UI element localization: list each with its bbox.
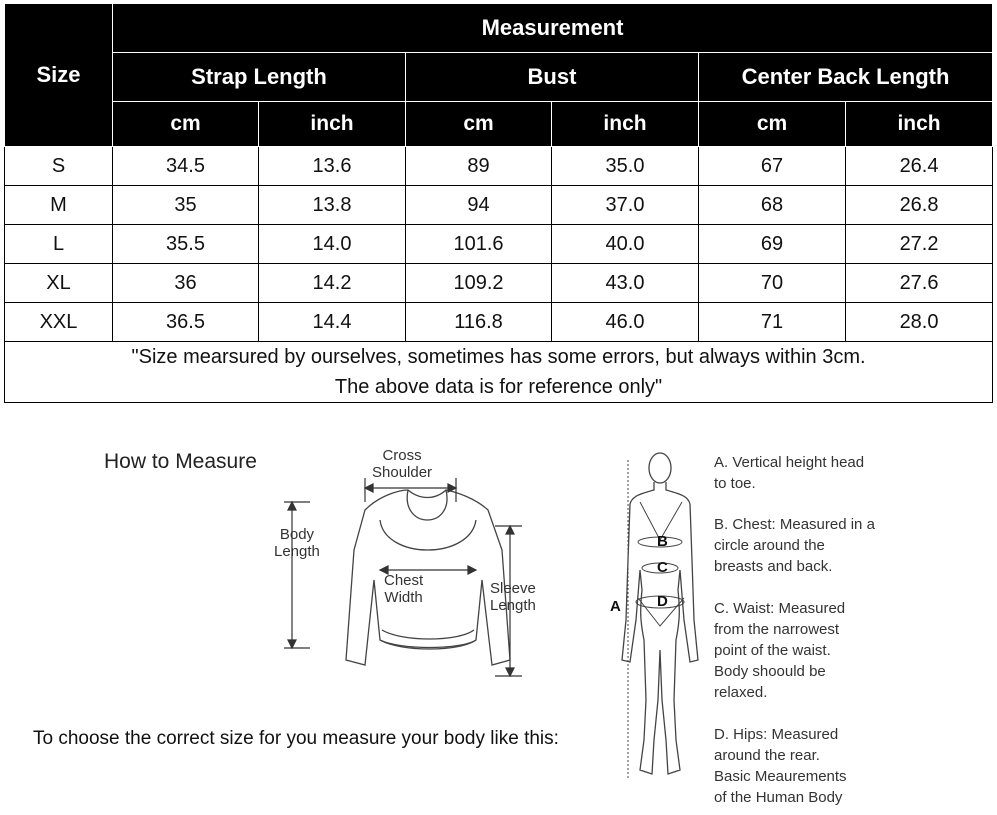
disclaimer-line-1: "Size mearsured by ourselves, sometimes has some errors, but always within 3cm. [131,346,866,368]
table-row [5,303,993,342]
value-cell: 67 [699,147,846,186]
table-row [5,186,993,225]
label-d: D [657,593,668,610]
label-line: Length [490,597,536,614]
unit-header: inch [259,102,406,147]
value-cell: 14.4 [259,303,406,342]
label-line: Shoulder [372,464,433,481]
value-cell: 34.5 [113,147,259,186]
label-line: Sleeve [490,580,536,597]
size-chart-table [4,3,993,403]
unit-header: cm [406,102,552,147]
label-a: A [610,598,621,615]
body-outline [622,453,698,774]
value-cell: 13.8 [259,186,406,225]
unit-header: cm [699,102,846,147]
label-line: Length [274,543,320,560]
measurement-header: Measurement [113,4,993,53]
unit-header: cm [113,102,259,147]
unit-header: inch [846,102,993,147]
table-row [5,225,993,264]
value-cell: 28.0 [846,303,993,342]
center-back-length-header: Center Back Length [699,53,993,102]
value-cell: 40.0 [552,225,699,264]
value-cell: 46.0 [552,303,699,342]
value-cell: 94 [406,186,552,225]
size-header: Size [5,4,113,147]
value-cell: 109.2 [406,264,552,303]
value-cell: 71 [699,303,846,342]
description-b: B. Chest: Measured in a circle around the breasts and back. [714,516,875,575]
human-body-figure [600,440,710,800]
cross-shoulder-label [372,447,432,481]
value-cell: 35 [113,186,259,225]
value-cell: 36.5 [113,303,259,342]
size-cell: XL [5,264,113,303]
value-cell: 37.0 [552,186,699,225]
bust-header: Bust [406,53,699,102]
value-cell: 36 [113,264,259,303]
table-row [5,264,993,303]
label-line: Width [384,589,423,606]
label-line: Chest [384,572,424,589]
value-cell: 14.0 [259,225,406,264]
body-length-label [274,526,320,560]
chest-width-label [384,572,423,606]
size-cell: L [5,225,113,264]
strap-length-header: Strap Length [113,53,406,102]
garment-outline [346,490,510,665]
table-row [5,147,993,186]
description-a: A. Vertical height head to toe. [714,454,865,492]
value-cell: 26.8 [846,186,993,225]
label-line: Cross [382,447,422,464]
value-cell: 116.8 [406,303,552,342]
value-cell: 68 [699,186,846,225]
value-cell: 89 [406,147,552,186]
unit-header: inch [552,102,699,147]
size-cell: XXL [5,303,113,342]
value-cell: 35.0 [552,147,699,186]
cross-shoulder-arrow [365,478,456,502]
how-to-measure-title: How to Measure [104,450,257,473]
label-line: Body [279,526,315,543]
value-cell: 69 [699,225,846,264]
measure-instruction: To choose the correct size for you measure your body like this: [33,728,559,749]
value-cell: 14.2 [259,264,406,303]
value-cell: 27.6 [846,264,993,303]
label-c: C [657,559,668,576]
description-d: D. Hips: Measured around the rear. Basic Meaurements of the Human Body [714,726,847,806]
value-cell: 70 [699,264,846,303]
value-cell: 35.5 [113,225,259,264]
label-b: B [657,533,668,550]
value-cell: 101.6 [406,225,552,264]
size-cell: M [5,186,113,225]
disclaimer-line-2: The above data is for reference only" [334,376,663,398]
size-cell: S [5,147,113,186]
body-length-arrow [284,502,310,648]
sleeve-length-label [490,580,536,614]
value-cell: 13.6 [259,147,406,186]
value-cell: 26.4 [846,147,993,186]
description-c: C. Waist: Measured from the narrowest point of the waist. Body shoould be relaxed. [714,600,846,701]
disclaimer-note [5,342,993,403]
value-cell: 43.0 [552,264,699,303]
value-cell: 27.2 [846,225,993,264]
